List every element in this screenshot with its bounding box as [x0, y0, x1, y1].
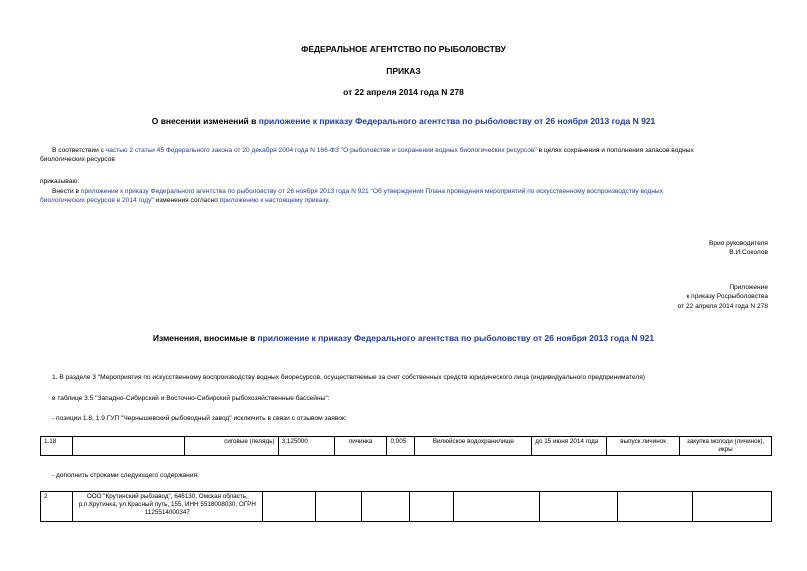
preamble-after-link: в целях сохранения и пополнения запасов водных — [536, 147, 694, 154]
changes-title-link[interactable]: приложение к приказу Федерального агентства по рыболовству от 26 ноября 2013 года N 921 — [257, 333, 655, 343]
table-cell — [315, 492, 361, 522]
table-cell — [454, 492, 540, 522]
table-row — [41, 437, 772, 456]
order-p-mid: изменения согласно — [153, 197, 220, 204]
changes-add: - дополнить строками следующего содержания: — [52, 472, 199, 479]
table-removed-positions — [40, 436, 772, 456]
table-row — [41, 492, 772, 522]
table-cell: Вилюйское водохранилище — [415, 437, 532, 456]
order-appendix-link[interactable]: приложение к приказу Федерального агентства по рыболовству от 26 ноября 2013 года N 921 "Об утверждении Плана проведения мероприятий по искусственному воспроизводству водных — [80, 188, 663, 195]
changes-title-prefix: Изменения, вносимые в — [152, 333, 258, 343]
changes-exclude: - позиции 1.8, 1.9 ГУП "Чернышевский рыбоводный завод" исключить в связи с отзывом заявок; — [52, 415, 347, 422]
table-cell — [410, 492, 454, 522]
signature-position: Врио руководителя — [708, 240, 768, 247]
agency-heading: ФЕДЕРАЛЬНОЕ АГЕНТСТВО ПО РЫБОЛОВСТВУ — [301, 44, 506, 54]
order-title-prefix: О внесении изменений в — [151, 116, 259, 126]
table-cell: личинка — [334, 437, 387, 456]
table-cell: 2 — [41, 492, 73, 522]
table-cell: до 15 июня 2014 года — [532, 437, 607, 456]
table-cell — [72, 437, 184, 456]
table-cell — [262, 492, 315, 522]
table-cell — [361, 492, 410, 522]
table-added-rows — [40, 491, 772, 522]
order-title-link[interactable]: приложение к приказу Федерального агентства по рыболовству от 26 ноября 2013 года N 921 — [258, 116, 656, 126]
order-p-end: . — [327, 197, 330, 204]
table-cell — [618, 492, 693, 522]
signature-name: В.И.Соколов — [729, 249, 768, 257]
order-p-start: Внести в — [52, 188, 81, 195]
table-cell: 1.18 — [41, 437, 73, 456]
order-annex-link[interactable]: приложению к настоящему приказу — [219, 197, 328, 204]
changes-item1: 1. В разделе 3 "Мероприятия по искусственному воспроизводству водных биоресурсов, осуществляемые за счет собственных средств юридического лица (индивидуального предпринимателя) — [52, 374, 645, 381]
signature-block — [709, 239, 768, 258]
preamble-law-link[interactable]: частью 2 статьи 45 Федерального закона от 20 декабря 2004 года N 166-ФЗ "О рыболовстве и сохранении водных биологических ресурсов" — [105, 147, 537, 154]
order-appendix-link-line2[interactable]: биологических ресурсов в 2014 году" — [40, 197, 154, 204]
table-cell: сиговые (пелядь) — [184, 437, 278, 456]
table-cell — [693, 492, 772, 522]
doc-type-heading: ПРИКАЗ — [386, 66, 421, 76]
table-cell: 3,125000 — [278, 437, 334, 456]
order-paragraph — [40, 187, 770, 205]
changes-title — [0, 333, 807, 343]
doc-date-heading: от 22 апреля 2014 года N 278 — [343, 87, 464, 97]
order-verb: приказываю: — [40, 178, 80, 185]
appendix-reference — [678, 283, 768, 311]
order-title — [0, 116, 807, 126]
appendix-ref-line3: от 22 апреля 2014 года N 278 — [677, 302, 768, 310]
table-cell: 0,005 — [387, 437, 415, 456]
table-cell: закупка молоди (личинок), икры — [680, 437, 772, 456]
appendix-ref-line2: к приказу Росрыболовства — [686, 293, 768, 301]
appendix-ref-line1: Приложение — [729, 284, 768, 291]
preamble — [40, 146, 770, 164]
preamble-line2: биологических ресурсов — [40, 156, 115, 163]
preamble-start: В соответствии с — [52, 147, 106, 154]
table-cell: выпуск личинок — [607, 437, 680, 456]
changes-table-ref: в таблице 3.5 "Западно-Сибирский и Восточно-Сибирский рыбохозяйственные бассейны": — [52, 395, 330, 402]
table-cell — [540, 492, 618, 522]
table-cell: ООО "Крутинский рыбзавод", 646130, Омская область, р.п.Крутинка, ул.Красный путь, 155, ИНН 5518008030, ОГРН 1125514000347 — [72, 492, 262, 522]
